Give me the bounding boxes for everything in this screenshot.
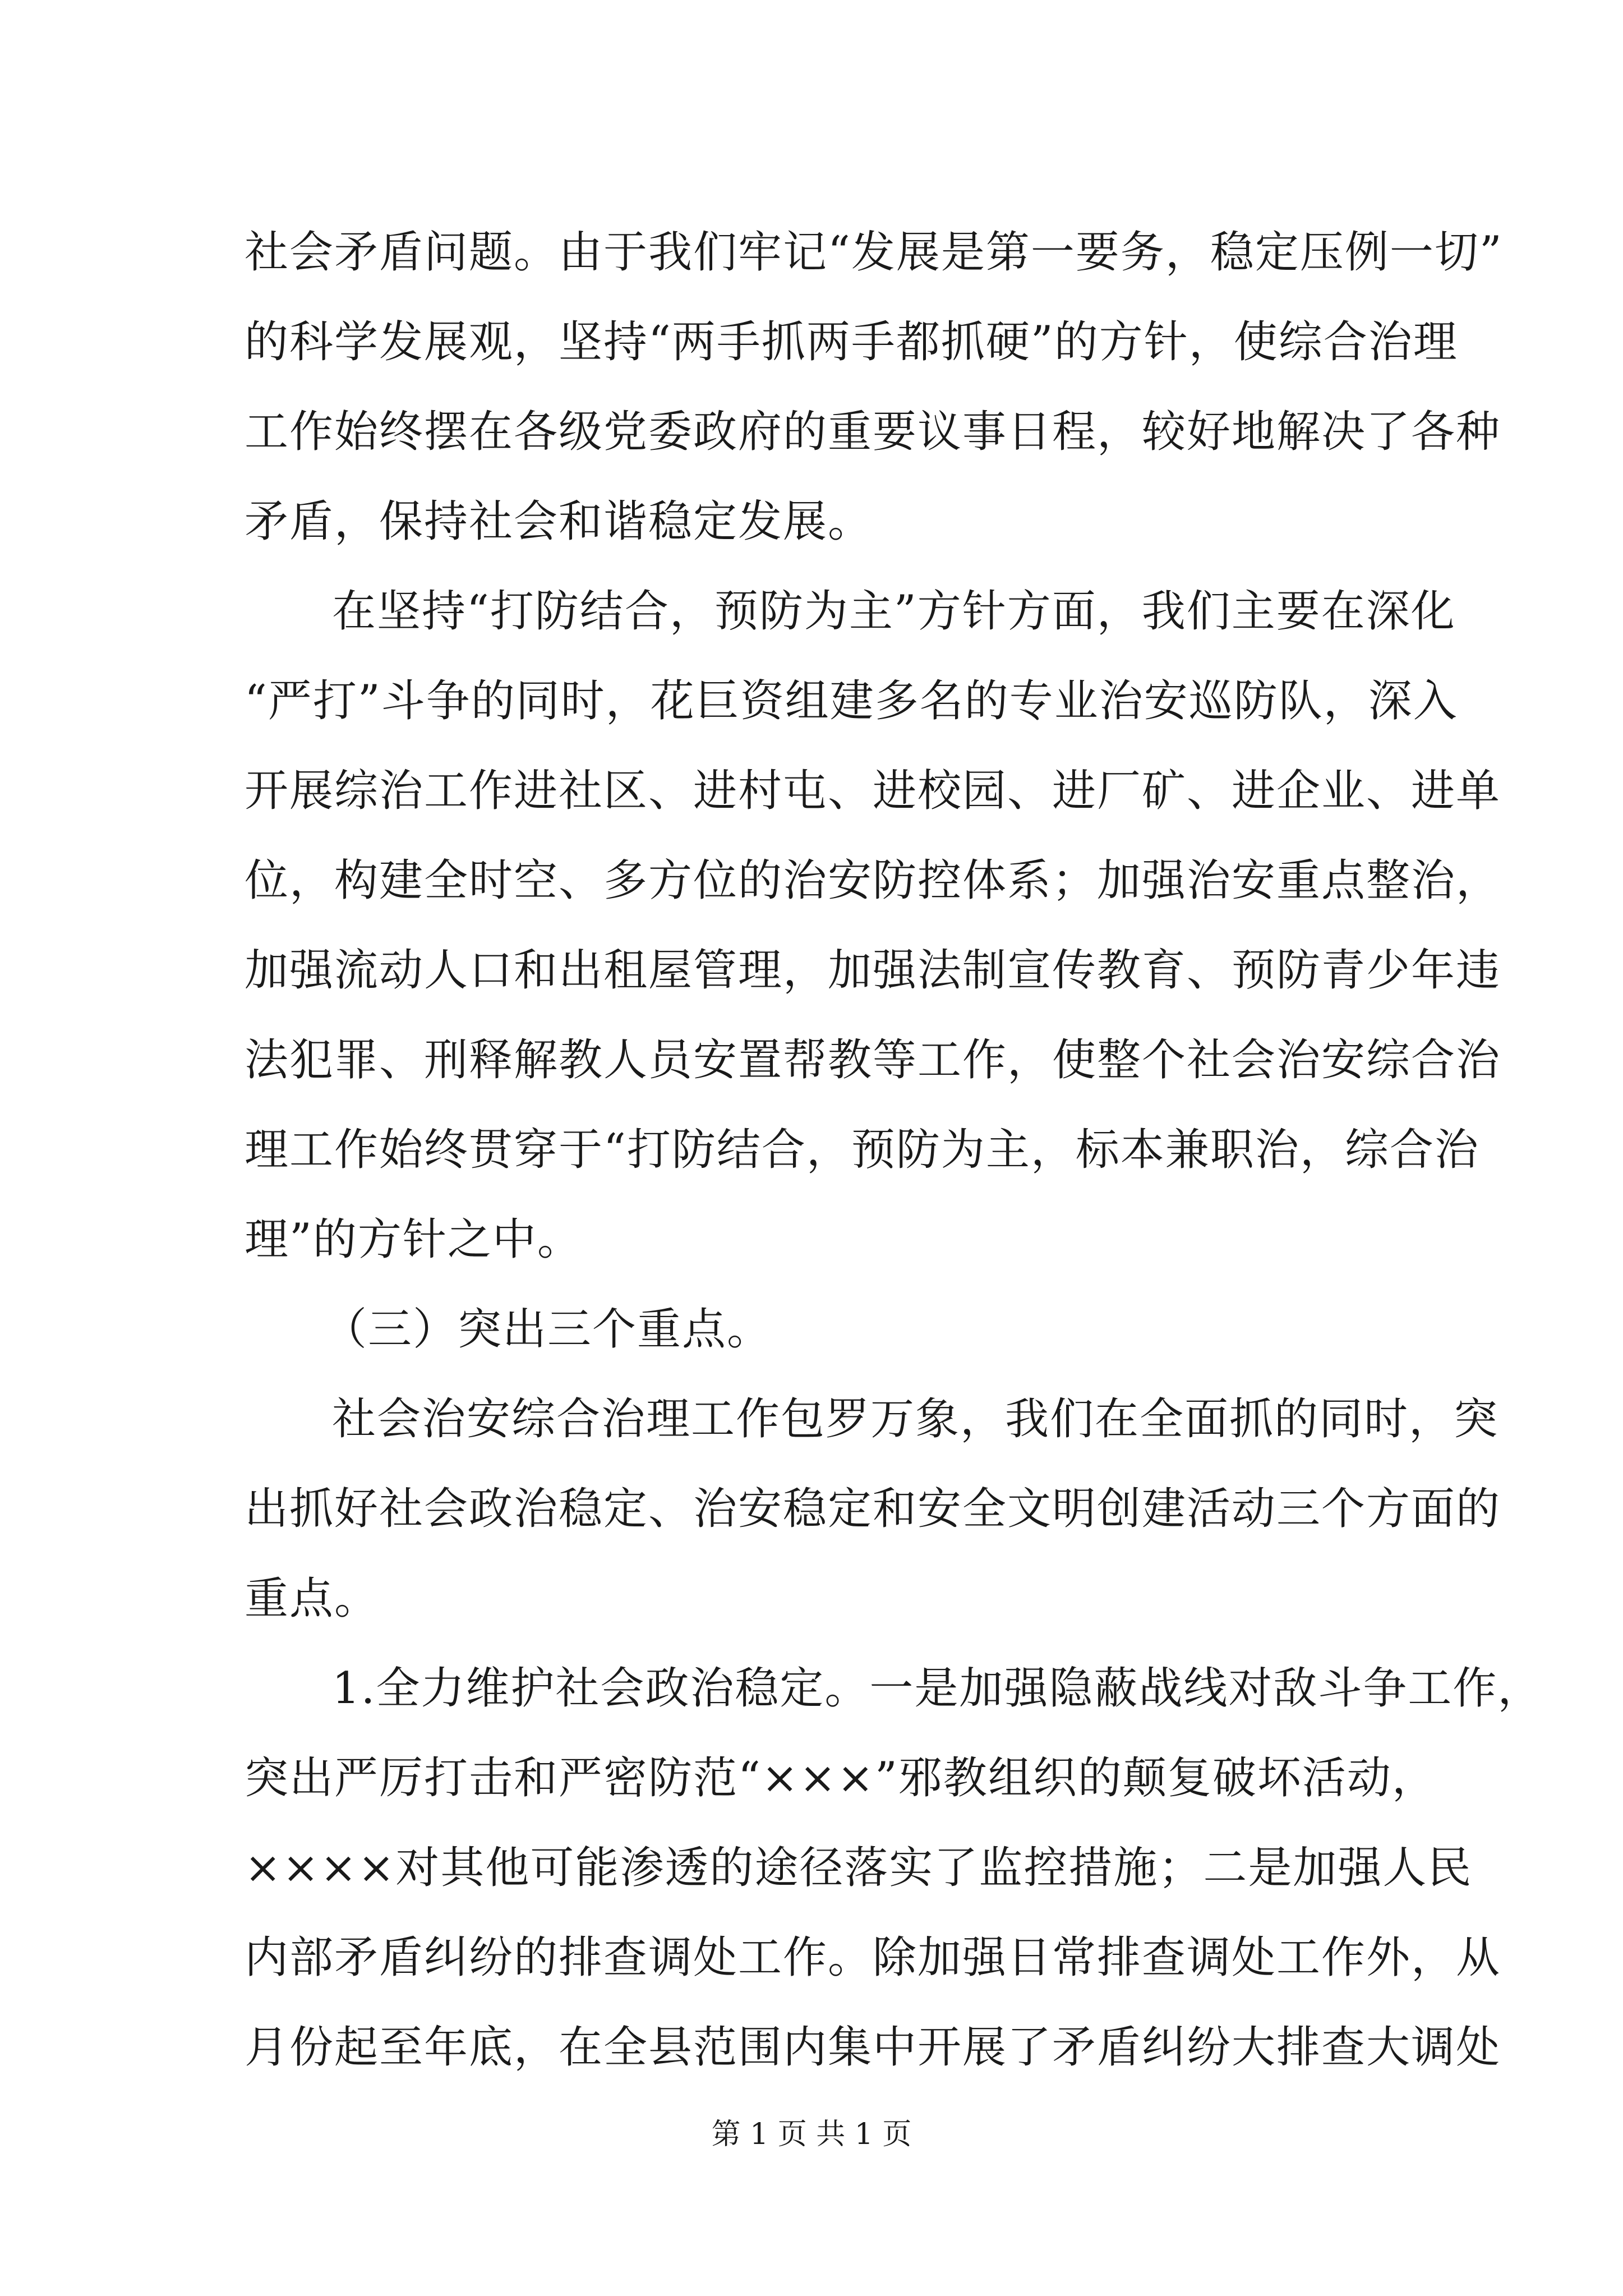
text-line: 矛盾，保持社会和谐稳定发展。 bbox=[245, 496, 873, 547]
text-line: 社会矛盾问题。由于我们牢记“发展是第一要务，稳定压例一切” bbox=[245, 227, 1503, 278]
paragraph bbox=[245, 1285, 1417, 1374]
text-line: 在坚持“打防结合，预防为主”方针方面，我们主要在深化 bbox=[332, 586, 1456, 637]
paragraph bbox=[245, 208, 1503, 567]
text-line: 突出严厉打击和严密防范“×××”邪教组织的颠复破坏活动， bbox=[245, 1753, 1437, 1803]
text-line: 工作始终摆在各级党委政府的重要议事日程，较好地解决了各种 bbox=[245, 407, 1501, 457]
text-line: 内部矛盾纠纷的排查调处工作。除加强日常排查调处工作外，从 bbox=[245, 1932, 1501, 1983]
paragraph bbox=[245, 1374, 1501, 1644]
text-line: 理工作始终贯穿于“打防结合，预防为主，标本兼职治，综合治 bbox=[245, 1125, 1479, 1175]
text-line: “严打”斗争的同时，花巨资组建多名的专业治安巡防队，深入 bbox=[245, 676, 1458, 726]
text-line: 加强流动人口和出租屋管理，加强法制宣传教育、预防青少年违 bbox=[245, 945, 1501, 996]
text-line: ××××对其他可能渗透的途径落实了监控措施；二是加强人民 bbox=[245, 1843, 1473, 1893]
paragraph bbox=[245, 567, 1501, 1285]
text-line: （三）突出三个重点。 bbox=[323, 1304, 772, 1355]
paragraph bbox=[245, 1644, 1543, 2092]
text-line: 1.全力维护社会政治稳定。一是加强隐蔽战线对敌斗争工作， bbox=[332, 1663, 1543, 1714]
text-line: 的科学发展观，坚持“两手抓两手都抓硬”的方针，使综合治理 bbox=[245, 317, 1458, 367]
page-footer: 第 1 页 共 1 页 bbox=[711, 2118, 912, 2151]
text-line: 理”的方针之中。 bbox=[245, 1214, 582, 1265]
text-line: 月份起至年底，在全县范围内集中开展了矛盾纠纷大排查大调处 bbox=[245, 2022, 1501, 2073]
text-line: 位，构建全时空、多方位的治安防控体系；加强治安重点整治， bbox=[245, 855, 1501, 906]
text-line: 重点。 bbox=[245, 1573, 380, 1624]
text-line: 开展综治工作进社区、进村屯、进校园、进厂矿、进企业、进单 bbox=[245, 766, 1501, 816]
text-line: 法犯罪、刑释解教人员安置帮教等工作，使整个社会治安综合治 bbox=[245, 1035, 1501, 1085]
text-line: 出抓好社会政治稳定、治安稳定和安全文明创建活动三个方面的 bbox=[245, 1484, 1501, 1534]
text-line: 社会治安综合治理工作包罗万象，我们在全面抓的同时，突 bbox=[332, 1394, 1499, 1444]
document-body bbox=[245, 208, 1543, 2092]
